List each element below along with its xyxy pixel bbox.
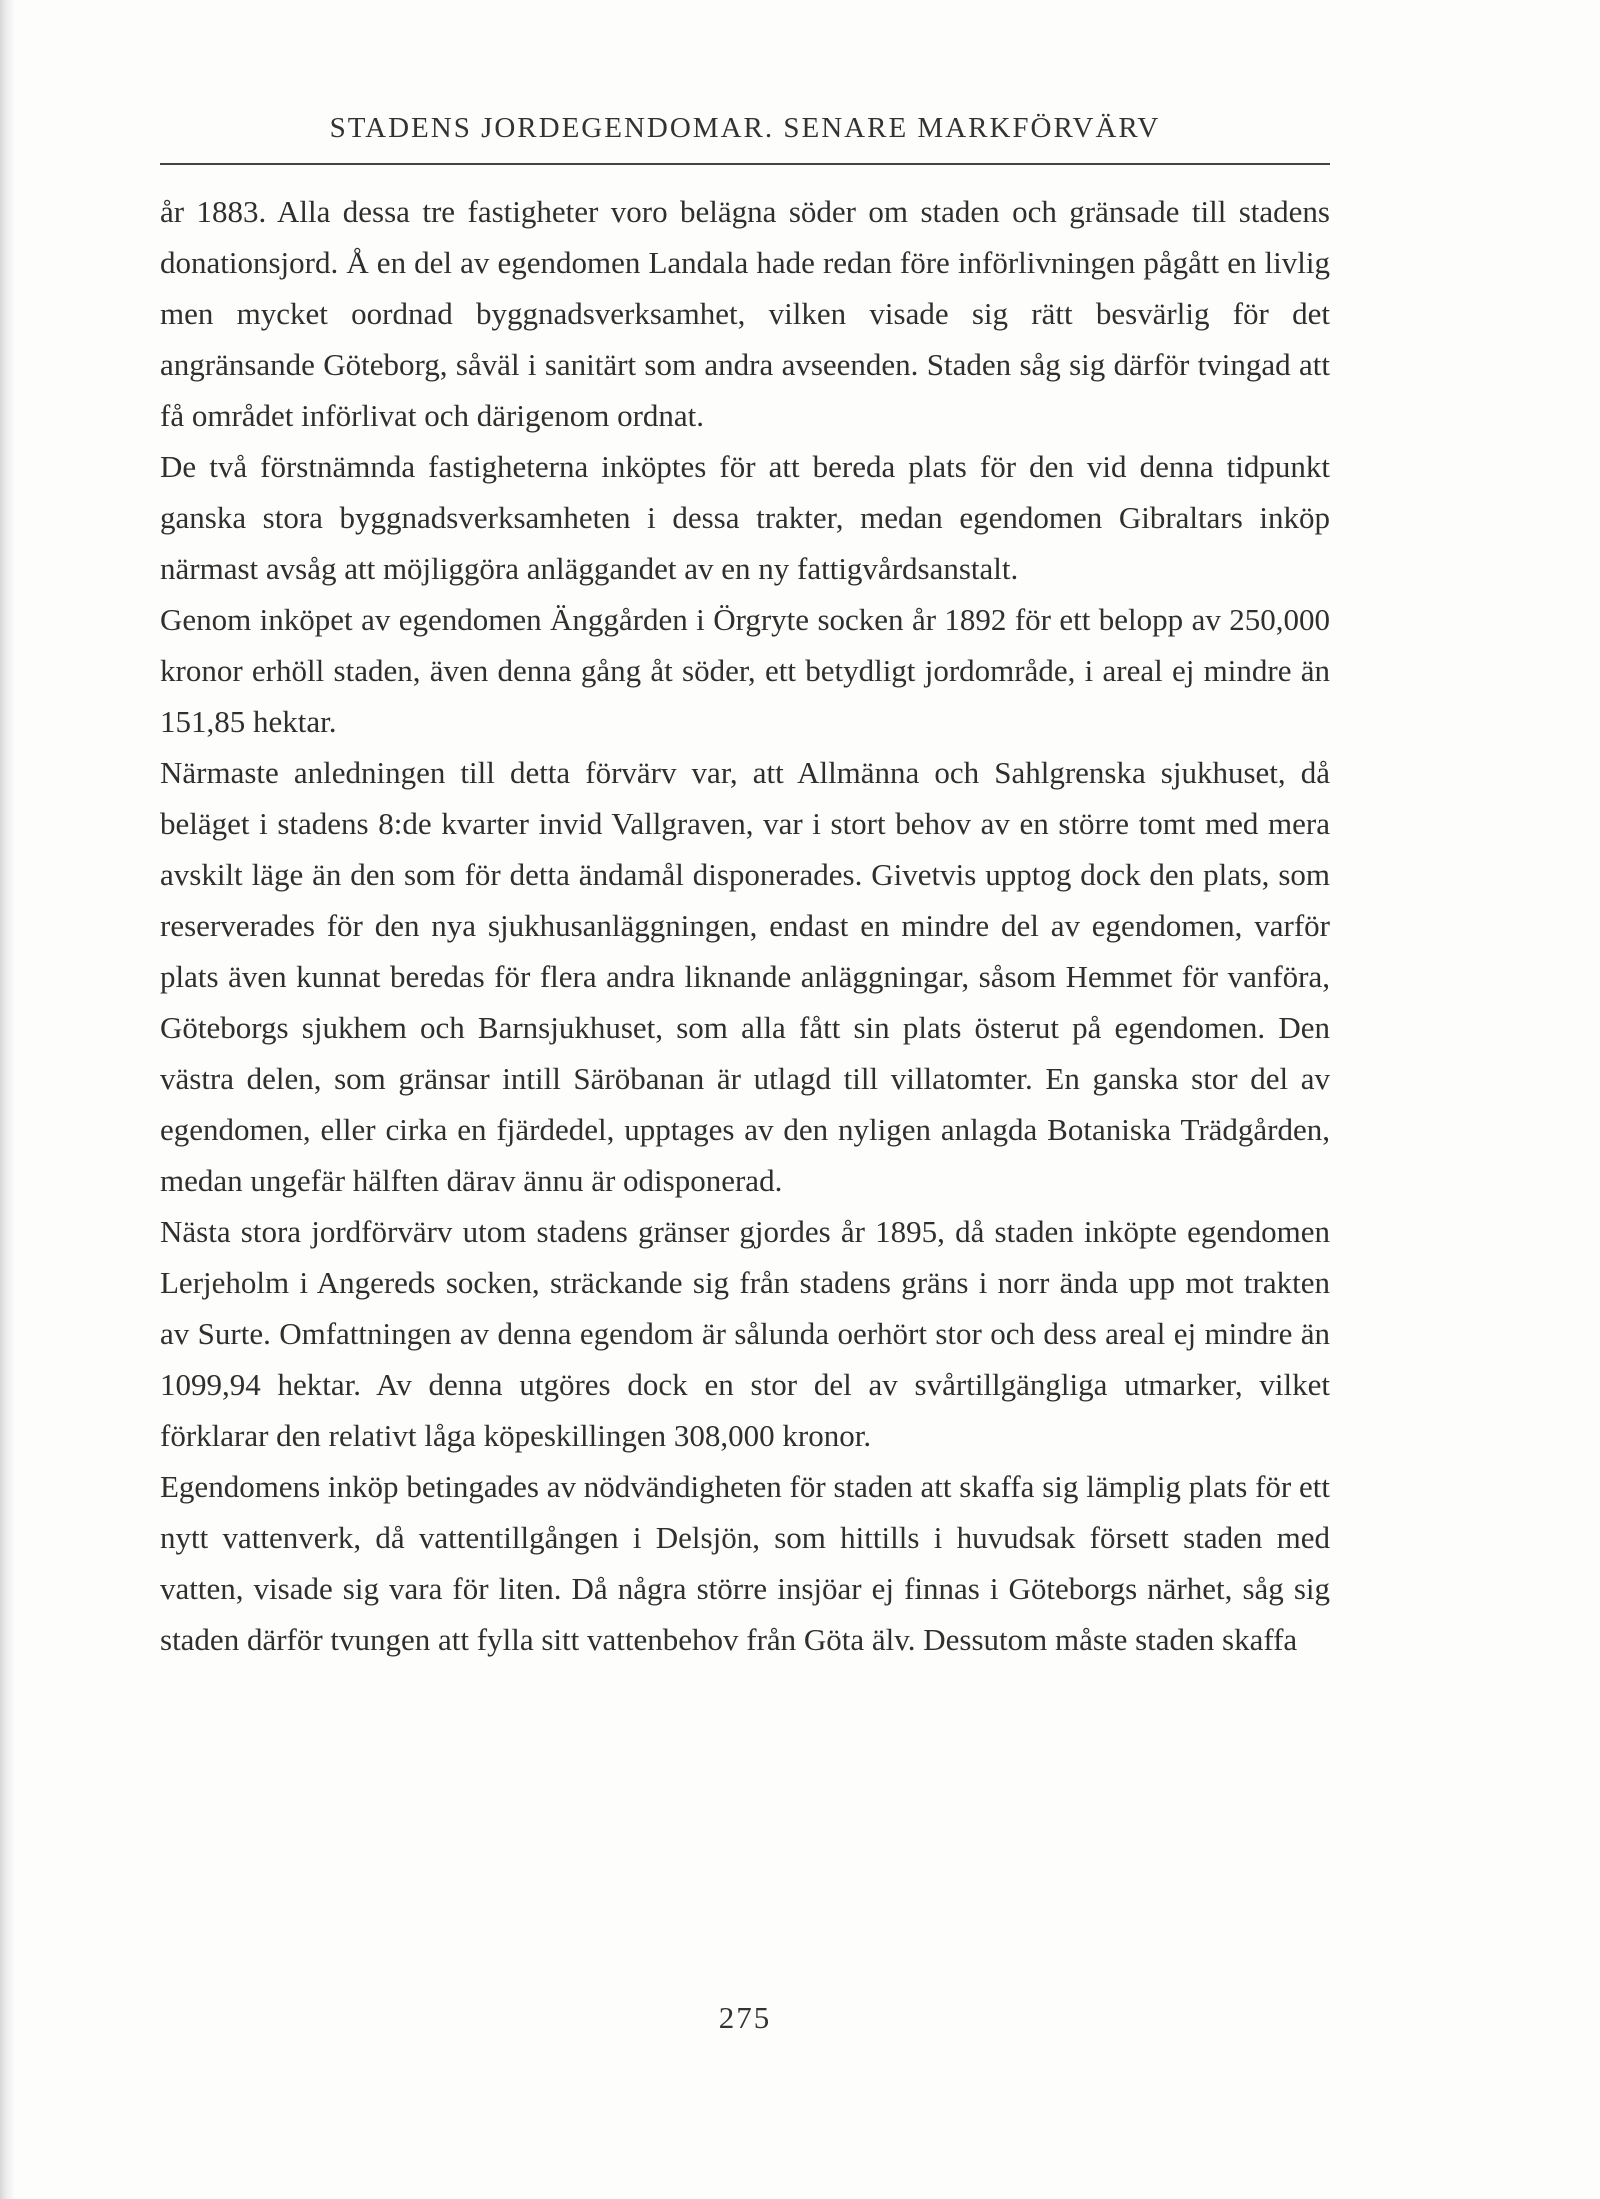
paragraph: De två förstnämnda fastigheterna inköptes för att bereda plats för den vid denna tidpunkt ganska stora byggnadsverksamheten i dessa trakter, medan egendomen Gibraltars inköp närmast avsåg att möjliggöra anläggandet av en ny fattigvårdsanstalt. bbox=[160, 449, 1330, 586]
header-rule bbox=[160, 163, 1330, 165]
page-number: 275 bbox=[718, 2000, 772, 2035]
paragraph: år 1883. Alla dessa tre fastigheter voro belägna söder om staden och gränsade till stadens donationsjord. Å en del av egendomen Landala hade redan före införlivningen pågått en livlig men mycket oordnad byggnadsverksamhet, vilken visade sig rätt besvärlig för det angränsande Göteborg, såväl i sanitärt som andra avseenden. Staden såg sig därför tvingad att få området införlivat och därigenom ordnat. bbox=[160, 194, 1330, 433]
paragraph: Nästa stora jordförvärv utom stadens gränser gjordes år 1895, då staden inköpte egendomen Lerjeholm i Angereds socken, sträckande sig från stadens gräns i norr ända upp mot trakten av Surte. Omfattningen av denna egendom är sålunda oerhört stor och dess areal ej mindre än 1099,94 hektar. Av denna utgöres dock en stor del av svårtillgängliga utmarker, vilket förklarar den relativt låga köpeskillingen 308,000 kronor. bbox=[160, 1214, 1330, 1453]
paragraph: Genom inköpet av egendomen Änggården i Örgryte socken år 1892 för ett belopp av 250,000 kronor erhöll staden, även denna gång åt söder, ett betydligt jordområde, i areal ej mindre än 151,85 hektar. bbox=[160, 602, 1330, 739]
running-header: STADENS JORDEGENDOMAR. SENARE MARKFÖRVÄRV bbox=[329, 112, 1161, 144]
page-gutter-shadow bbox=[0, 0, 14, 2199]
paragraph: Närmaste anledningen till detta förvärv var, att Allmänna och Sahlgrenska sjukhuset, då beläget i stadens 8:de kvarter invid Vallgraven, var i stort behov av en större tomt med mera avskilt läge än den som för detta ändamål disponerades. Givetvis upptog dock den plats, som reserverades för den nya sjukhusanläggningen, endast en mindre del av egendomen, varför plats även kunnat beredas för flera andra liknande anläggningar, såsom Hemmet för vanföra, Göteborgs sjukhem och Barnsjukhuset, som alla fått sin plats österut på egendomen. Den västra delen, som gränsar intill Säröbanan är utlagd till villatomter. En ganska stor del av egendomen, eller cirka en fjärdedel, upptages av den nyligen anlagda Botaniska Trädgården, medan ungefär hälften därav ännu är odisponerad. bbox=[160, 755, 1330, 1198]
paragraph: Egendomens inköp betingades av nödvändigheten för staden att skaffa sig lämplig plats för ett nytt vattenverk, då vattentillgången i Delsjön, som hittills i huvudsak försett staden med vatten, visade sig vara för liten. Då några större insjöar ej finnas i Göteborgs närhet, såg sig staden därför tvungen att fylla sitt vattenbehov från Göta älv. Dessutom måste staden skaffa bbox=[160, 1469, 1330, 1657]
body-text bbox=[160, 186, 1330, 1665]
